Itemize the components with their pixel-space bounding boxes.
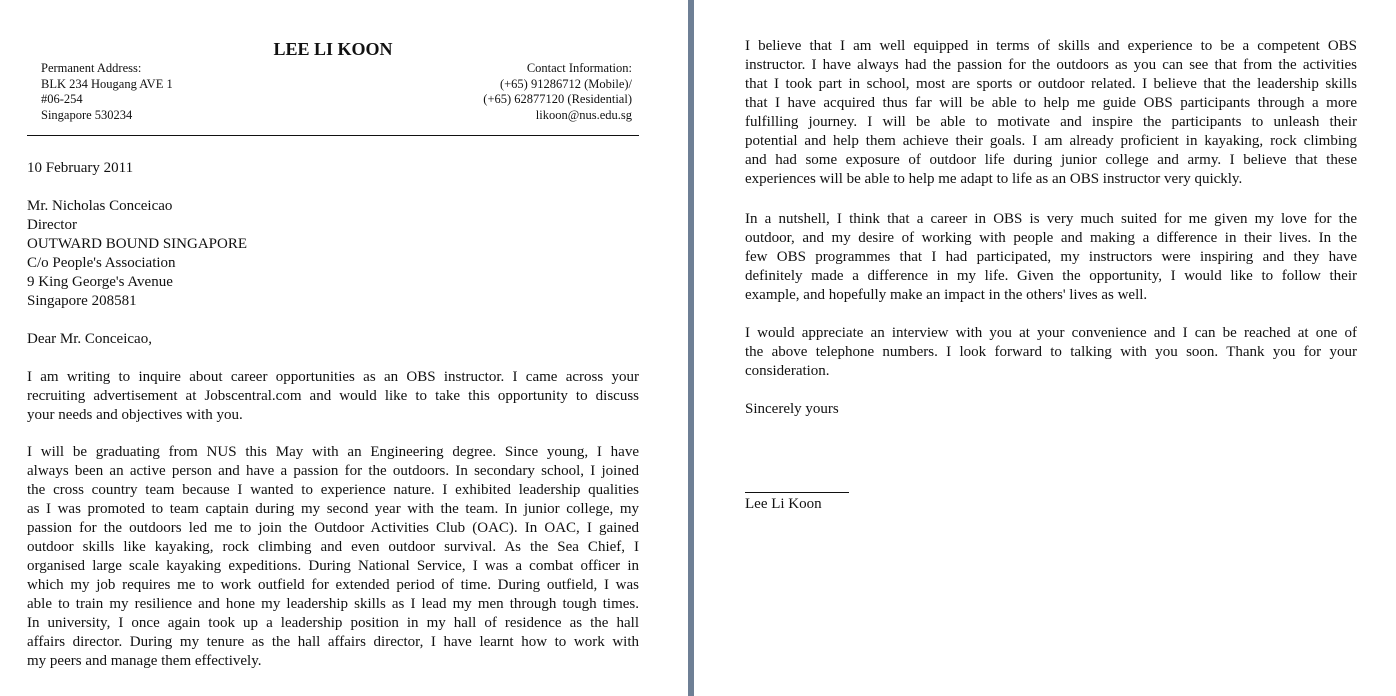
applicant-name: LEE LI KOON [273,39,393,59]
mobile-phone: (+65) 91286712 (Mobile)/ [499,76,632,91]
paragraph-line: I am writing to inquire about career opportunities as an OBS instructor. I came across your [27,369,639,385]
paragraph-line: that I have acquired thus far will be able to help me guide OBS participants through a more [745,95,1357,111]
paragraph-line: I will be graduating from NUS this May with an Engineering degree. Since young, I have [27,444,639,460]
recipient-line: 9 King George's Avenue [27,274,173,290]
email: likoon@nus.edu.sg [535,107,632,122]
paragraph [745,324,1357,381]
residential-phone: (+65) 62877120 (Residential) [483,92,632,106]
paragraph-line: outdoor skills like kayaking, rock climbing and even outdoor survival. As the Sea Chief, I [27,539,639,555]
paragraph-line: able to train my resilience and hone my leadership skills as I lead my men through tough times. [27,596,639,612]
paragraph-line: as I was promoted to team captain during my second year with the team. In junior college, my [27,501,639,517]
paragraph-line: example, and hopefully make an impact in the others' lives as well. [745,287,1148,303]
recipient-line: C/o People's Association [27,255,176,271]
paragraph-line: experiences will be able to help me adapt to life as an OBS instructor very quickly. [745,171,1243,187]
recipient-line: Mr. Nicholas Conceicao [27,198,173,214]
paragraph-line: definitely made a difference in my life. Given the opportunity, I would like to follow their [745,268,1357,284]
address-line: BLK 234 Hougang AVE 1 [41,76,173,91]
paragraph-line: In a nutshell, I think that a career in OBS is very much suited for me given my love for the [745,211,1357,227]
paragraph-line: recruiting advertisement at Jobscentral.com and would like to take this opportunity to discuss [27,388,639,404]
paragraph-line: few OBS programmes that I had participated, my instructors were inspiring and they have [745,249,1357,265]
closing: Sincerely yours [745,401,839,417]
paragraph-line: fulfilling journey. I will be able to motivate and inspire the participants to unleash their [745,114,1357,130]
paragraph-line: always been an active person and have a passion for the outdoors. In secondary school, I joined [27,463,639,479]
recipient-line: OUTWARD BOUND SINGAPORE [27,236,248,252]
paragraph-line: I believe that I am well equipped in terms of skills and experience to be a competent OBS [745,38,1357,54]
permanent-address [41,61,173,123]
paragraph-line: affairs director. During my tenure as the hall affairs director, I have learnt how to work with [27,634,639,650]
paragraph-line: organised large scale kayaking expeditions. During National Service, I was a combat officer in [27,558,639,574]
address-line: #06-254 [41,92,83,106]
paragraph-line: that I took part in school, most are sports or outdoor related. I believe that the leadership skills [745,76,1357,92]
paragraph [745,210,1357,305]
header-rule [27,135,639,136]
recipient-line: Singapore 208581 [27,293,137,309]
paragraph-line: which my job requires me to work outfield for extended period of time. During outfield, I was [27,577,639,593]
paragraph-line: my peers and manage them effectively. [27,653,262,669]
paragraph-line: the above telephone numbers. I look forward to talking with you soon. Thank you for your [745,344,1357,360]
paragraph-line: instructor. I have always had the passion for the outdoors as you can see that from the activities [745,57,1357,73]
page-divider [688,0,694,696]
signature-line [745,492,849,493]
paragraph [27,443,639,671]
address-label: Permanent Address: [41,61,142,75]
paragraph-line: I would appreciate an interview with you at your convenience and I can be reached at one of [745,325,1357,341]
contact-label: Contact Information: [526,61,632,75]
paragraph [745,37,1357,189]
paragraph-line: your needs and objectives with you. [27,407,243,423]
paragraph-line: potential and help them achieve their goals. I am already proficient in kayaking, rock climbing [745,133,1357,149]
letter-date: 10 February 2011 [27,160,134,176]
signature-name: Lee Li Koon [745,496,822,512]
recipient-block [27,197,639,311]
paragraph-line: the cross country team because I wanted to experience nature. I exhibited leadership qualities [27,482,639,498]
recipient-line: Director [27,217,77,233]
paragraph-line: outdoor, and my desire of working with people and making a difference in their lives. In the [745,230,1357,246]
contact-information [483,61,632,123]
address-line: Singapore 530234 [41,107,133,122]
paragraph-line: passion for the outdoors led me to join the Outdoor Activities Club (OAC). In OAC, I gained [27,520,639,536]
paragraph-line: and had some exposure of outdoor life during junior college and army. I believe that these [745,152,1357,168]
salutation: Dear Mr. Conceicao, [27,331,152,347]
paragraph-line: consideration. [745,363,830,379]
paragraph [27,368,639,425]
paragraph-line: In university, I once again took up a leadership position in my hall of residence as the hall [27,615,639,631]
